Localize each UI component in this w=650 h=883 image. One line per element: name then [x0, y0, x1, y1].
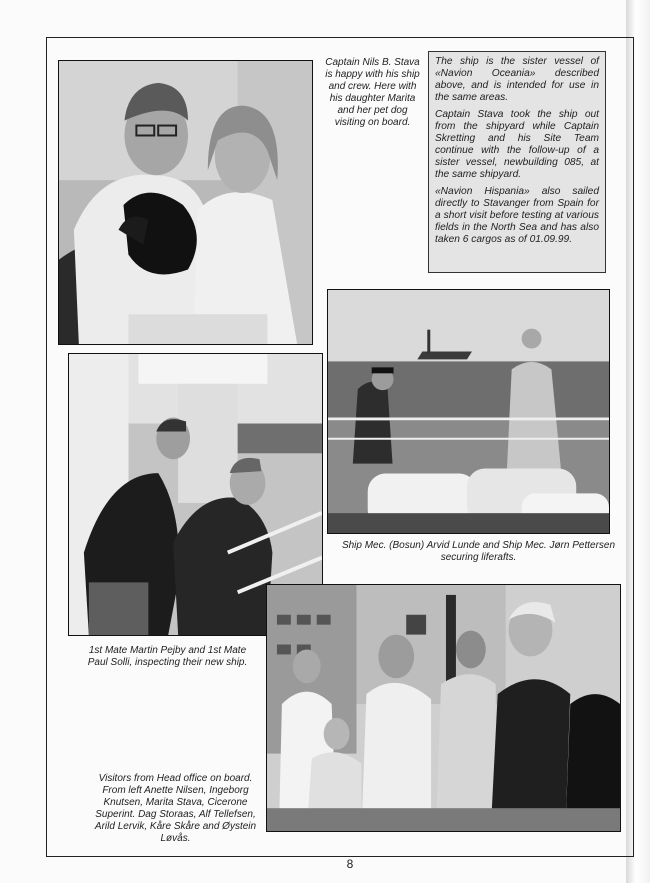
- photo-securing-liferafts: [327, 289, 610, 534]
- caption-captain: Captain Nils B. Stava is happy with his ship and crew. Here with his daughter Marita and her pet dog visiting on board.: [325, 57, 420, 128]
- page-number: 8: [346, 857, 354, 871]
- caption-visitors: Visitors from Head office on board. From left Anette Nilsen, Ingeborg Knutsen, Marita Stava, Cicerone Superint. Dag Storaas, Alf Tellefsen, Arild Lervik, Kåre Skåre and Øystein Løvås.: [94, 773, 257, 844]
- caption-bosun: Ship Mec. (Bosun) Arvid Lunde and Ship Mec. Jørn Pettersen securing liferafts.: [341, 540, 616, 563]
- info-box: [428, 51, 606, 273]
- caption-mates: 1st Mate Martin Pejby and 1st Mate Paul Solli, inspecting their new ship.: [87, 645, 248, 668]
- info-paragraph-1: The ship is the sister vessel of «Navion Oceania» described above, and is intended for use in the same areas.: [435, 56, 599, 103]
- photo-visitors: [266, 584, 621, 832]
- info-paragraph-2: Captain Stava took the ship out from the shipyard while Captain Skretting and his Site Team continue with the follow-up of a sister vessel, newbuilding 085, at the same shipyard.: [435, 109, 599, 180]
- photo-captain-and-daughter: [58, 60, 313, 345]
- info-paragraph-3: «Navion Hispania» also sailed directly to Stavanger from Spain for a short visit before testing at various fields in the North Sea and has also taken 6 cargos as of 01.09.99.: [435, 186, 599, 245]
